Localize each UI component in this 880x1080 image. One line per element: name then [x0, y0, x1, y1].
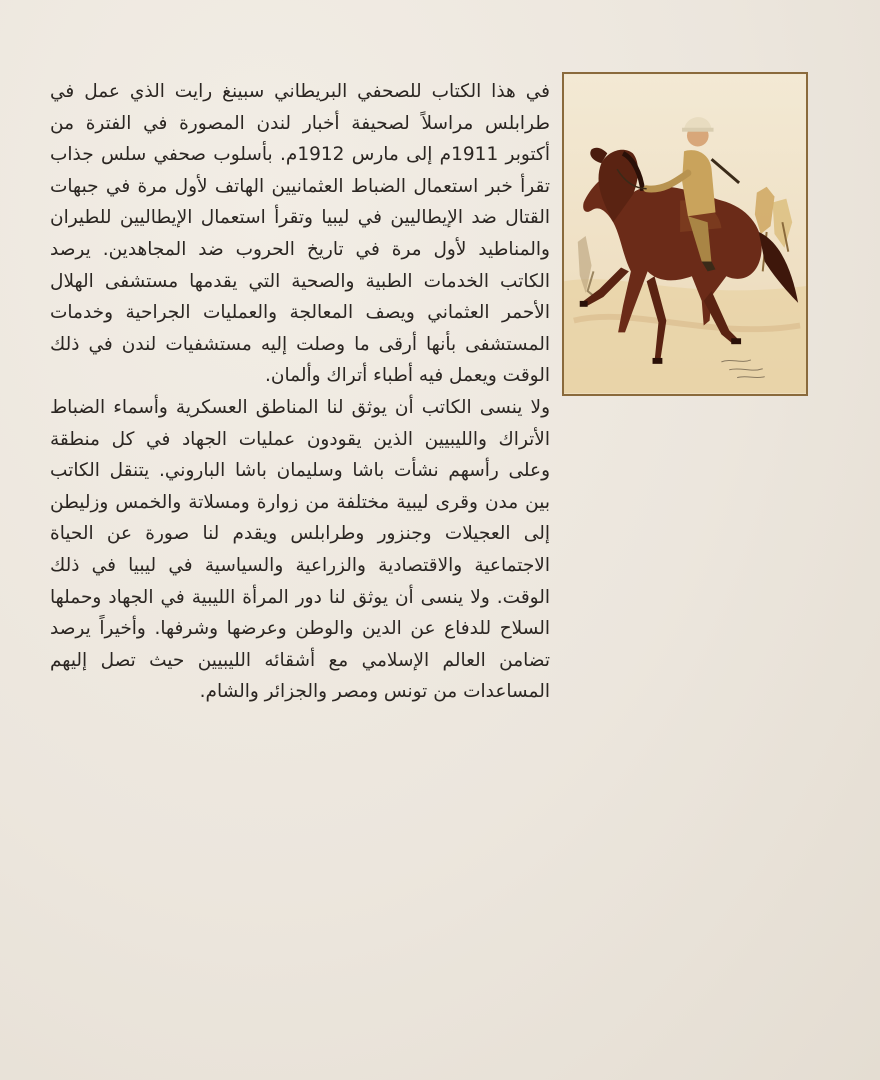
horseman-painting-icon	[564, 74, 806, 394]
paragraph-1: في هذا الكتاب للصحفي البريطاني سبينغ رايت الذي عمل في طرابلس مراسلاً لصحيفة أخبار لندن المصورة في الفترة من أكتوبر 1911م إلى مارس 1912م. بأسلوب صحفي سلس جذاب تقرأ خبر استعمال الضباط العثمانيين الهاتف لأول مرة في جبهات القتال ضد الإيطاليين في ليبيا وتقرأ استعمال الإيطاليين للطيران والمناطيد لأول مرة في تاريخ الحروب ضد المجاهدين. يرصد الكاتب الخدمات الطبية والصحية التي يقدمها مستشفى الهلال الأحمر العثماني ويصف المعالجة والعمليات الجراحية وخدمات المستشفى بأنها أرقى ما وصلت إليه مستشفيات لندن في ذلك الوقت ويعمل فيه أطباء أتراك وألمان.	[50, 81, 550, 387]
horseman-illustration	[562, 72, 808, 396]
description-text	[50, 76, 550, 708]
paragraph-2: ولا ينسى الكاتب أن يوثق لنا المناطق العسكرية وأسماء الضباط الأتراك والليبيين الذين يقودون عمليات الجهاد في كل منطقة وعلى رأسهم نشأت باشا وسليمان باشا الباروني. يتنقل الكاتب بين مدن وقرى ليبية مختلفة من زوارة ومسلاتة والخمس وزليطن إلى العجيلات وجنزور وطرابلس ويقدم لنا صورة عن الحياة الاجتماعية والاقتصادية والزراعية والسياسية في ليبيا في ذلك الوقت. ولا ينسى أن يوثق لنا دور المرأة الليبية في الجهاد وحملها السلاح للدفاع عن الدين والوطن وعرضها وشرفها. وأخيراً يرصد تضامن العالم الإسلامي مع أشقائه الليبيين حيث تصل إليهم المساعدات من تونس ومصر والجزائر والشام.	[50, 396, 550, 703]
